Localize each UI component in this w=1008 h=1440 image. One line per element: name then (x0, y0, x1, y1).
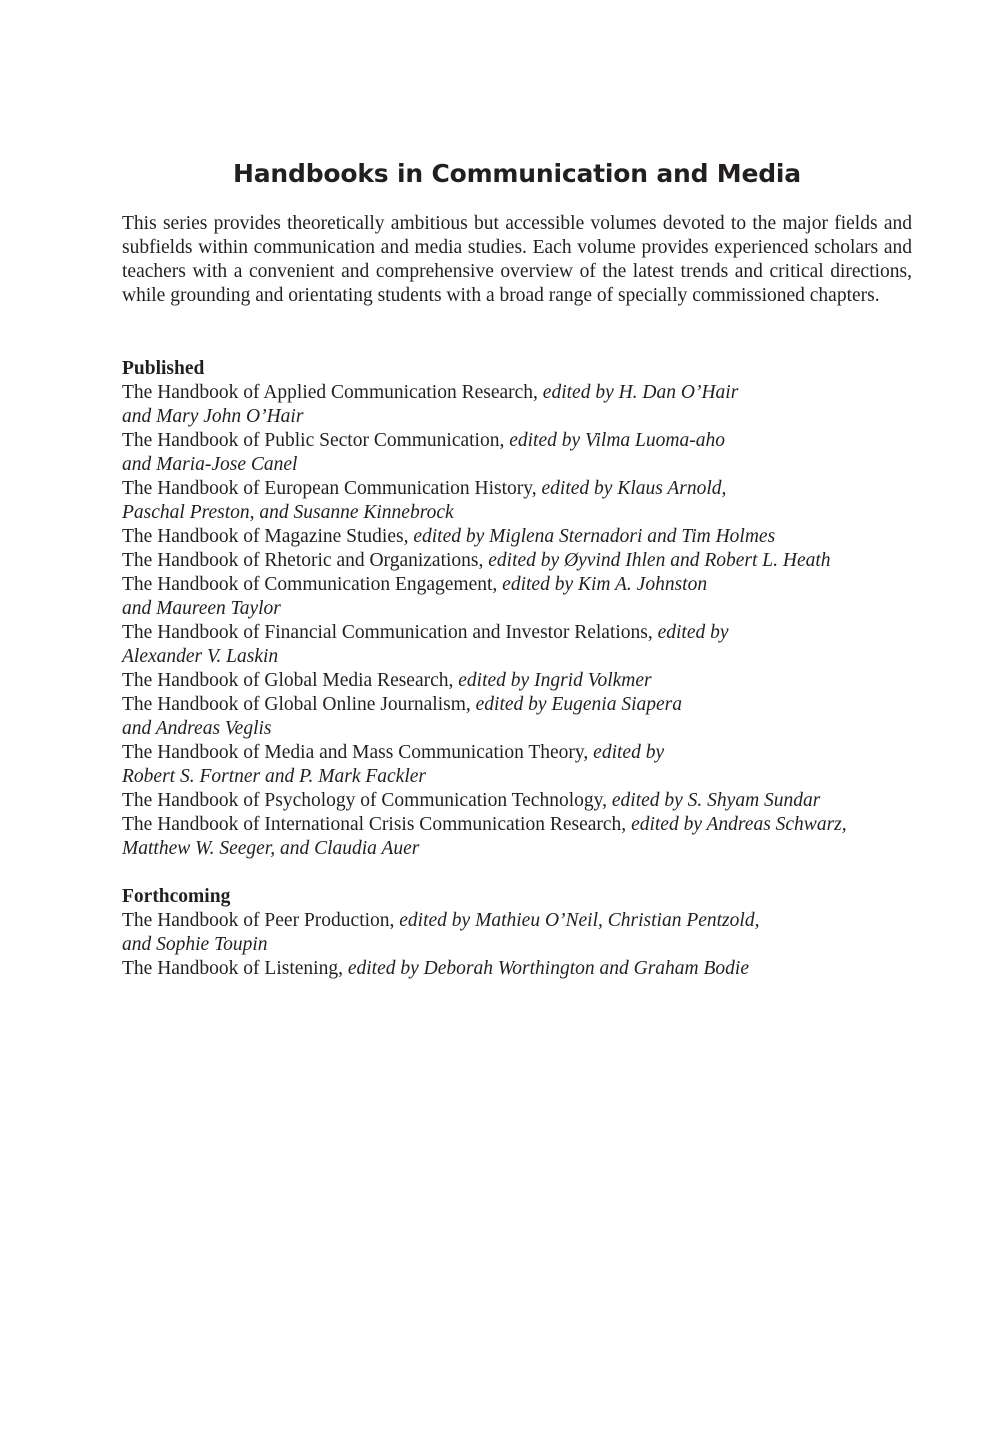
published-list (122, 381, 922, 861)
forthcoming-heading: Forthcoming (122, 886, 231, 907)
entry-first-line (122, 477, 922, 501)
entry-first-line (122, 549, 922, 573)
handbook-title: The Handbook of Peer Production, (122, 910, 400, 931)
handbook-editors-continued: and Maria-Jose Canel (122, 454, 298, 475)
handbook-entry (122, 789, 922, 813)
handbook-editors: edited by Kim A. Johnston (502, 574, 708, 595)
handbook-title: The Handbook of Public Sector Communication, (122, 430, 510, 451)
handbook-editors: edited by (593, 742, 665, 763)
handbook-editors: edited by H. Dan O’Hair (542, 382, 739, 403)
handbook-title: The Handbook of Media and Mass Communication Theory, (122, 742, 594, 763)
handbook-title: The Handbook of Psychology of Communication Technology, (122, 790, 612, 811)
handbook-title: The Handbook of Listening, (122, 958, 348, 979)
forthcoming-section (122, 885, 922, 981)
handbook-editors-continued: and Mary John O’Hair (122, 406, 304, 427)
published-heading: Published (122, 358, 205, 379)
handbook-editors: edited by (657, 622, 729, 643)
handbook-editors-continued: and Sophie Toupin (122, 934, 268, 955)
handbook-entry (122, 621, 922, 669)
handbook-title: The Handbook of Financial Communication and Investor Relations, (122, 622, 658, 643)
handbook-editors: edited by Øyvind Ihlen and Robert L. Heath (488, 550, 831, 571)
handbook-editors: edited by Eugenia Siapera (475, 694, 682, 715)
handbook-entry (122, 381, 922, 429)
handbook-title: The Handbook of Global Media Research, (122, 670, 459, 691)
published-section (122, 357, 922, 861)
handbook-entry (122, 573, 922, 621)
series-description: This series provides theoretically ambitious but accessible volumes devoted to the major fields and subfields within communication and media studies. Each volume provides experienced scholars and teachers with a convenient and comprehensive overview of the latest trends and critical directions, while grounding and orientating students with a broad range of specially commissioned chapters. (122, 213, 912, 306)
handbook-editors: edited by Klaus Arnold, (541, 478, 727, 499)
handbook-title: The Handbook of Global Online Journalism, (122, 694, 476, 715)
handbook-title: The Handbook of Rhetoric and Organizations, (122, 550, 489, 571)
entry-first-line (122, 429, 922, 453)
page-title: Handbooks in Communication and Media (233, 159, 801, 188)
handbook-editors: edited by Miglena Sternadori and Tim Holmes (413, 526, 776, 547)
handbook-title: The Handbook of Magazine Studies, (122, 526, 414, 547)
handbook-title: The Handbook of International Crisis Communication Research, (122, 814, 632, 835)
entry-first-line (122, 381, 922, 405)
handbook-entry (122, 477, 922, 525)
forthcoming-list (122, 909, 922, 981)
entry-first-line (122, 813, 922, 837)
handbook-editors-continued: and Maureen Taylor (122, 598, 281, 619)
handbook-editors: edited by Deborah Worthington and Graham Bodie (347, 958, 750, 979)
handbook-entry (122, 909, 922, 957)
entry-first-line (122, 525, 922, 549)
entry-first-line (122, 741, 922, 765)
handbook-entry (122, 669, 922, 693)
handbook-editors-continued: Paschal Preston, and Susanne Kinnebrock (122, 502, 454, 523)
handbook-entry (122, 693, 922, 741)
handbook-editors: edited by Ingrid Volkmer (458, 670, 652, 691)
handbook-entry (122, 429, 922, 477)
entry-first-line (122, 693, 922, 717)
handbook-editors-continued: Matthew W. Seeger, and Claudia Auer (122, 838, 420, 859)
handbook-entry (122, 549, 922, 573)
handbook-editors-continued: and Andreas Veglis (122, 718, 272, 739)
handbook-title: The Handbook of Communication Engagement, (122, 574, 503, 595)
handbook-title: The Handbook of Applied Communication Research, (122, 382, 543, 403)
handbook-editors: edited by S. Shyam Sundar (611, 790, 821, 811)
handbook-editors-continued: Alexander V. Laskin (122, 646, 279, 667)
entry-first-line (122, 789, 922, 813)
handbook-editors: edited by Andreas Schwarz, (631, 814, 847, 835)
handbook-entry (122, 741, 922, 789)
entry-first-line (122, 573, 922, 597)
handbook-editors: edited by Vilma Luoma-aho (509, 430, 725, 451)
handbook-entry (122, 813, 922, 861)
entry-first-line (122, 909, 922, 933)
entry-first-line (122, 957, 922, 981)
entry-first-line (122, 621, 922, 645)
handbook-entry (122, 525, 922, 549)
handbook-entry (122, 957, 922, 981)
handbook-editors: edited by Mathieu O’Neil, Christian Pentzold, (399, 910, 760, 931)
entry-first-line (122, 669, 922, 693)
handbook-editors-continued: Robert S. Fortner and P. Mark Fackler (122, 766, 427, 787)
handbook-title: The Handbook of European Communication History, (122, 478, 542, 499)
